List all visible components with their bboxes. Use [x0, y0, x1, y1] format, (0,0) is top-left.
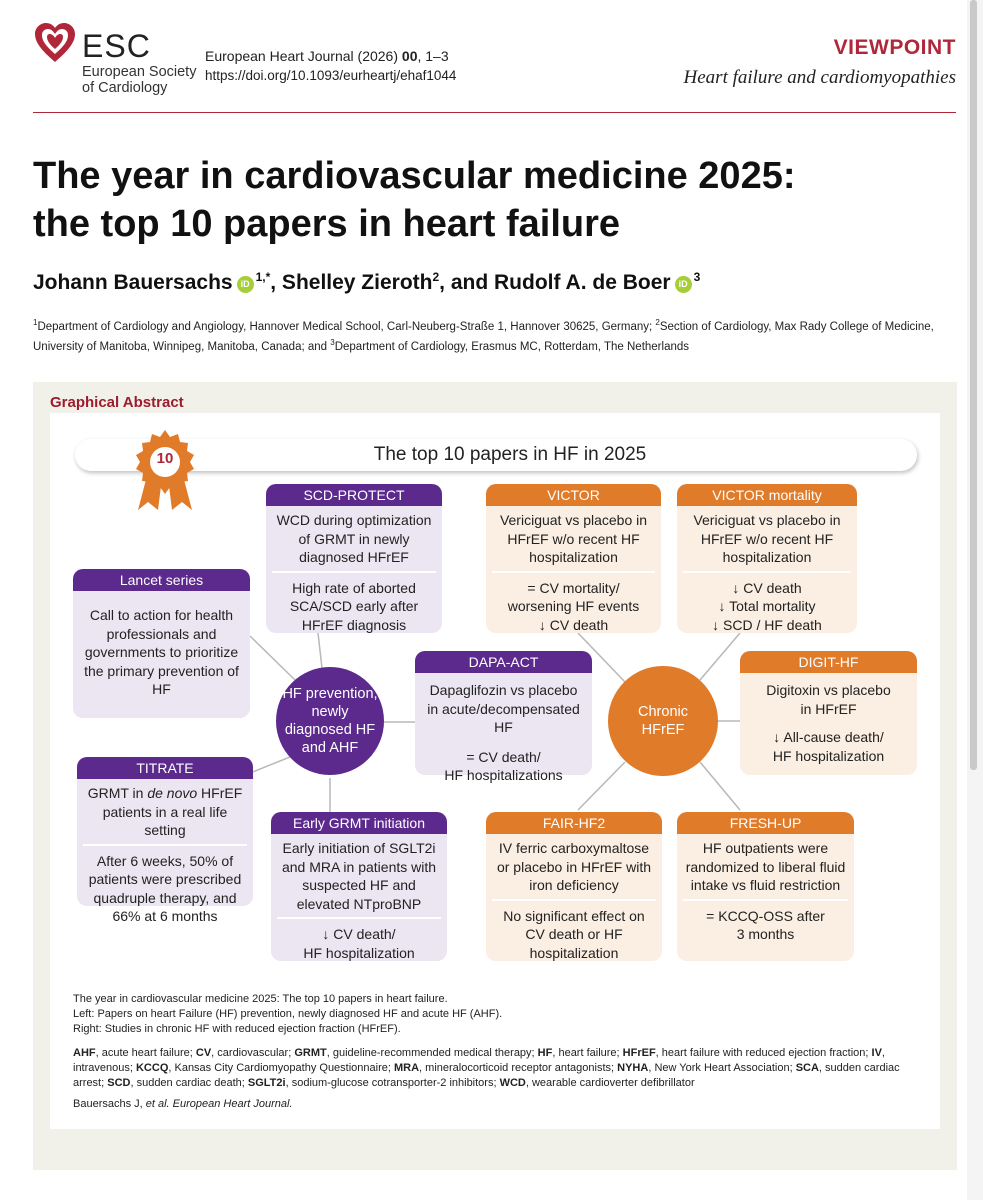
- caption-line2: Left: Papers on heart Failure (HF) prevention, newly diagnosed HF and acute HF (AHF).: [73, 1008, 503, 1020]
- card-separator: [492, 571, 655, 573]
- journal-prefix: European Heart Journal (2026): [205, 48, 402, 64]
- abbrev-def: , heart failure;: [552, 1047, 623, 1059]
- digit-bottom1: ↓ All-cause death/: [773, 729, 884, 745]
- card-title: TITRATE: [77, 757, 253, 779]
- author-2-affil: 2: [432, 270, 440, 284]
- abbrev-key: HFrEF: [622, 1047, 656, 1059]
- card-fair-hf2: [486, 812, 662, 961]
- card-bottom: [486, 579, 661, 635]
- author-2[interactable]: , Shelley Zieroth: [270, 271, 433, 294]
- author-3-affil: 3: [693, 270, 701, 284]
- affil-sup3: 3: [330, 337, 335, 347]
- author-3[interactable]: , and Rudolf A. de Boer: [439, 271, 671, 294]
- affil-text3: Department of Cardiology, Erasmus MC, Rotterdam, The Netherlands: [334, 340, 690, 353]
- abbrev-def: , guideline-recommended medical therapy;: [326, 1047, 538, 1059]
- card-title: SCD-PROTECT: [266, 484, 442, 506]
- card-separator: [272, 571, 436, 573]
- article-type: VIEWPOINT: [833, 36, 956, 59]
- victor-mort-bottom1: ↓ CV death: [732, 579, 802, 596]
- connector-titrate: [250, 755, 295, 773]
- connector-lancet: [250, 636, 295, 680]
- connector-victor-mortality: [700, 633, 740, 680]
- early-bottom1: ↓ CV death/: [322, 926, 396, 942]
- abbrev-key: WCD: [499, 1077, 526, 1089]
- card-top: [77, 779, 253, 840]
- titrate-top2: HFrEF patients in a real life setting: [102, 785, 243, 838]
- victor-bottom1: = CV mortality/: [527, 579, 620, 596]
- abbrev-key: HF: [537, 1047, 553, 1059]
- card-title: FAIR-HF2: [486, 812, 662, 834]
- card-title: VICTOR mortality: [677, 484, 857, 506]
- affil-text2: Section of Cardiology, Max Rady College of Medicine, University of Manitoba, Winnipeg, Manitoba, Canada; and: [33, 320, 934, 353]
- esc-logo-text: ESC: [82, 28, 151, 64]
- card-top: WCD during optimization of GRMT in newly diagnosed HFrEF: [276, 512, 432, 565]
- abbrev-key: KCCQ: [135, 1062, 169, 1074]
- abbrev-key: AHF: [73, 1047, 96, 1059]
- affil-sup1: 1: [33, 318, 38, 327]
- card-bottom: High rate of aborted SCA/SCD early after HFrEF diagnosis: [289, 579, 419, 633]
- dapa-bottom2: HF hospitalizations: [444, 767, 563, 783]
- abbrev-def: , sudden cardiac arrest;: [73, 1062, 900, 1089]
- author-1[interactable]: Johann Bauersachs: [33, 271, 233, 294]
- abbrev-def: , cardiovascular;: [211, 1047, 295, 1059]
- author-1-affil: 1,*: [255, 270, 271, 284]
- hub-left: [276, 667, 384, 775]
- card-early-grmt: [271, 812, 447, 961]
- dapa-bottom1: = CV death/: [466, 748, 541, 765]
- card-victor: [486, 484, 661, 633]
- card-title: DAPA-ACT: [415, 651, 592, 673]
- card-bottom: No significant effect on CV death or HF hospitalization: [503, 907, 645, 961]
- card-separator: [277, 917, 441, 919]
- victor-mort-bottom2: ↓ Total mortality: [718, 598, 816, 614]
- abbrev-def: , wearable cardioverter defibrillator: [525, 1077, 695, 1089]
- card-bottom: [271, 925, 447, 962]
- citation-italic: et al. European Heart Journal.: [145, 1098, 293, 1110]
- victor-mort-bottom3: ↓ SCD / HF death: [712, 616, 822, 633]
- abbrev-key: CV: [195, 1047, 212, 1059]
- card-dapa-act: [415, 651, 592, 783]
- abbrev-key: NYHA: [617, 1062, 649, 1074]
- abbrev-def: , mineralocorticoid receptor antagonists;: [419, 1062, 618, 1074]
- card-top: HF outpatients were randomized to liberal fluid intake vs fluid restriction: [685, 840, 846, 893]
- card-separator: [83, 844, 247, 846]
- abbrev-key: SGLT2i: [247, 1077, 286, 1089]
- rosette-badge-icon: [130, 428, 200, 514]
- abbreviations: [73, 1046, 933, 1091]
- victor-bottom3: ↓ CV death: [538, 616, 609, 633]
- abbrev-def: , New York Heart Association;: [648, 1062, 796, 1074]
- ga-banner-title: The top 10 papers in HF in 2025: [373, 444, 647, 465]
- card-separator: [492, 899, 656, 901]
- card-top: Vericiguat vs placebo in HFrEF w/o recent HF hospitalization: [693, 512, 841, 565]
- card-top: Vericiguat vs placebo in HFrEF w/o recent HF hospitalization: [499, 512, 648, 565]
- card-top: Digitoxin vs placebo in HFrEF: [766, 682, 891, 717]
- ga-citation: [73, 1098, 293, 1110]
- badge-number: 10: [156, 450, 174, 467]
- card-title: Lancet series: [73, 569, 250, 591]
- title-line1: The year in cardiovascular medicine 2025:: [33, 155, 796, 197]
- card-lancet: [73, 569, 250, 718]
- affil-text1: Department of Cardiology and Angiology, Hannover Medical School, Carl-Neuberg-Straße 1, Hannover 30625, Germany;: [37, 320, 656, 333]
- abbrev-def: , Kansas City Cardiomyopathy Questionnaire;: [168, 1062, 394, 1074]
- graphical-abstract-label: Graphical Abstract: [50, 394, 184, 411]
- caption-line1: The year in cardiovascular medicine 2025: The top 10 papers in heart failure.: [73, 993, 448, 1005]
- titrate-top-italic: de novo: [147, 785, 198, 801]
- card-separator: [683, 899, 848, 901]
- titrate-top1: GRMT in: [87, 785, 148, 801]
- card-title: DIGIT-HF: [740, 651, 917, 673]
- card-bottom: After 6 weeks, 50% of patients were prescribed quadruple therapy, and 66% at 6 months: [88, 852, 242, 924]
- title-line2: the top 10 papers in heart failure: [33, 203, 621, 245]
- card-fresh-up: [677, 812, 854, 961]
- card-title: VICTOR: [486, 484, 661, 506]
- caption-line3: Right: Studies in chronic HF with reduced ejection fraction (HFrEF).: [73, 1023, 401, 1035]
- abbrev-def: , intravenous;: [73, 1047, 885, 1074]
- hub-left-label: HF prevention, newly diagnosed HF and AHF: [282, 686, 378, 756]
- card-scd-protect: [266, 484, 442, 633]
- abbrev-key: SCD: [107, 1077, 131, 1089]
- hub-right-label: Chronic HFrEF: [638, 704, 688, 738]
- orcid-icon[interactable]: iD: [237, 276, 254, 293]
- ga-caption: [73, 992, 933, 1037]
- society-line1: European Society: [82, 64, 197, 80]
- journal-pages: , 1–3: [417, 48, 449, 64]
- abbrev-def: , acute heart failure;: [95, 1047, 196, 1059]
- affil-sup2: 2: [655, 318, 660, 327]
- card-victor-mortality: [677, 484, 857, 633]
- abbrev-key: SCA: [795, 1062, 819, 1074]
- card-top: Dapaglifozin vs placebo in acute/decompensated HF: [427, 682, 580, 735]
- card-bottom: [677, 907, 854, 944]
- fresh-bottom1: = KCCQ-OSS after: [706, 907, 825, 924]
- card-title: FRESH-UP: [677, 812, 854, 834]
- abbrev-key: GRMT: [294, 1047, 327, 1059]
- abbrev-key: MRA: [393, 1062, 420, 1074]
- card-bottom: [415, 742, 592, 785]
- card-top: Early initiation of SGLT2i and MRA in patients with suspected HF and elevated NTproBNP: [281, 840, 437, 912]
- orcid-icon[interactable]: iD: [675, 276, 692, 293]
- card-separator: [683, 571, 851, 573]
- card-body: Call to action for health professionals and governments to prioritize the primary prevention of HF: [84, 607, 239, 697]
- connector-fresh: [700, 762, 740, 810]
- abbrev-def: , sodium-glucose cotransporter-2 inhibitors;: [285, 1077, 500, 1089]
- card-bottom: [740, 718, 917, 765]
- abbrev-def: , heart failure with reduced ejection fraction;: [655, 1047, 872, 1059]
- society-line2: of Cardiology: [82, 80, 168, 96]
- citation-prefix: Bauersachs J,: [73, 1098, 146, 1110]
- hub-right: [608, 666, 718, 776]
- abbrev-def: , sudden cardiac death;: [130, 1077, 248, 1089]
- card-titrate: [77, 757, 253, 924]
- journal-volume: 00: [401, 48, 418, 64]
- connector-scd: [318, 633, 322, 668]
- abbrev-key: IV: [871, 1047, 882, 1059]
- card-top: IV ferric carboxymaltose or placebo in HFrEF with iron deficiency: [496, 840, 652, 893]
- doi-link[interactable]: https://doi.org/10.1093/eurheartj/ehaf1044: [205, 68, 457, 83]
- digit-bottom2: HF hospitalization: [772, 747, 885, 764]
- victor-bottom2: worsening HF events: [507, 598, 640, 614]
- fresh-bottom2: 3 months: [736, 926, 795, 942]
- early-bottom2: HF hospitalization: [303, 944, 415, 961]
- card-digit-hf: [740, 651, 917, 775]
- journal-section: Heart failure and cardiomyopathies: [683, 67, 956, 88]
- card-bottom: [677, 579, 857, 635]
- card-title: Early GRMT initiation: [271, 812, 447, 834]
